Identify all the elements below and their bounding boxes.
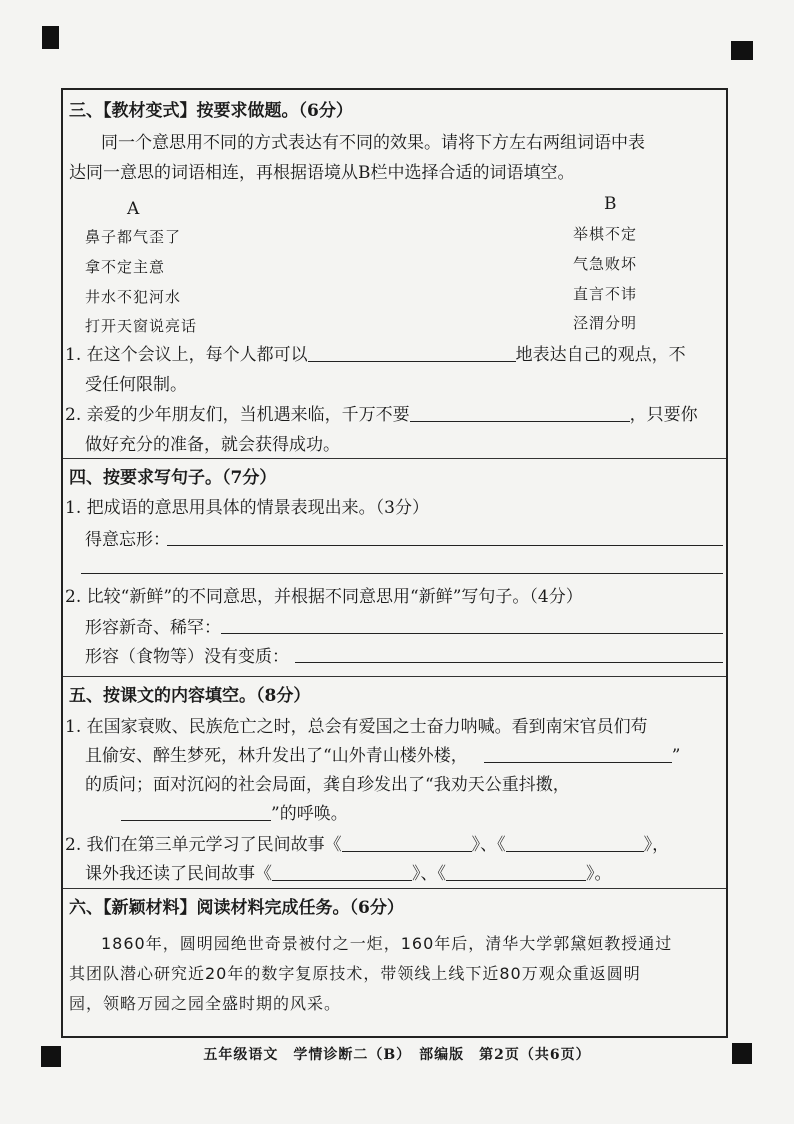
q2-end: 》。 — [586, 864, 612, 884]
q2-answer-blank[interactable] — [410, 405, 630, 422]
reading-material-line2: 其团队潜心研究近20年的数字复原技术，带领线上线下近80万观众重返圆明 — [69, 964, 641, 983]
s5-q1-line1: 1. 在国家衰败、民族危亡之时，总会有爱国之士奋力呐喊。看到南宋官员们苟 — [65, 717, 648, 737]
q2-extra-text: 课外我还读了民间故事《 — [85, 864, 272, 884]
section-3-question-2 — [65, 404, 698, 426]
page-footer: 五年级语文 学情诊断二（B） 部编版 第2页（共6页） — [203, 1047, 591, 1063]
poem-prompt: 且偷安、醉生梦死，林升发出了“山外青山楼外楼， — [85, 746, 468, 766]
section-3 — [63, 90, 726, 458]
section-5-title: 五、按课文的内容填空。（8分） — [69, 686, 311, 706]
section-4-question-1: 1. 把成语的意思用具体的情景表现出来。（3分） — [65, 498, 429, 518]
col-b-item[interactable]: 举棋不定 — [573, 225, 638, 243]
q1-answer-blank[interactable] — [308, 345, 516, 362]
q2-label-novel: 形容新奇、稀罕： — [85, 618, 221, 638]
col-a-item[interactable]: 拿不定主意 — [85, 258, 166, 276]
col-a-item[interactable]: 鼻子都气歪了 — [85, 228, 182, 246]
story-blank-4[interactable] — [446, 864, 586, 881]
col-a-item[interactable]: 打开天窗说亮话 — [85, 317, 198, 335]
answer-line[interactable] — [221, 633, 723, 634]
section-3-title: 三、【教材变式】按要求做题。（6分） — [69, 101, 353, 121]
col-b-item[interactable]: 气急败坏 — [573, 255, 638, 273]
q2-end: 》， — [643, 835, 670, 855]
col-b-item[interactable]: 泾渭分明 — [573, 314, 638, 332]
section-3-question-1 — [65, 344, 686, 366]
q1-label-deyiwangxing: 得意忘形： — [85, 530, 170, 550]
q1-continuation: 受任何限制。 — [85, 375, 187, 395]
section-6 — [63, 888, 726, 1038]
registration-mark-top-right — [731, 41, 753, 60]
q2-separator: 》、《 — [471, 835, 506, 855]
poem-blank-2[interactable] — [121, 804, 271, 821]
registration-mark-top-left — [42, 26, 59, 49]
story-blank-2[interactable] — [506, 835, 644, 852]
reading-material-line3: 园，领略万园之园全盛时期的风采。 — [69, 994, 342, 1013]
q1-text-after: 地表达自己的观点，不 — [515, 345, 686, 365]
answer-line[interactable] — [295, 662, 723, 663]
answer-line[interactable] — [81, 573, 723, 574]
q2-text-before: 2. 亲爱的少年朋友们，当机遇来临，千万不要 — [65, 405, 410, 425]
close-quote: ” — [671, 746, 681, 766]
q2-label-fresh-food: 形容（食物等）没有变质： — [85, 647, 289, 667]
s5-q1-line3: 的质问；面对沉闷的社会局面，龚自珍发出了“我劝天公重抖擞， — [85, 775, 570, 795]
q2-text: 2. 我们在第三单元学习了民间故事《 — [65, 835, 342, 855]
q2-separator: 》、《 — [412, 864, 446, 884]
call-text: ”的呼唤。 — [271, 804, 348, 824]
q2-continuation: 做好充分的准备，就会获得成功。 — [85, 435, 340, 455]
column-a-label: A — [127, 199, 140, 219]
section-4-question-2: 2. 比较“新鲜”的不同意思，并根据不同意思用“新鲜”写句子。（4分） — [65, 587, 583, 607]
q2-text-after: ，只要你 — [629, 405, 698, 425]
reading-material-line1: 1860年，圆明园绝世奇景被付之一炬，160年后，清华大学郭黛姮教授通过 — [101, 934, 673, 953]
column-b-label: B — [604, 194, 617, 214]
s5-q2-line1 — [65, 834, 669, 856]
section-4-title: 四、按要求写句子。（7分） — [69, 468, 277, 488]
s5-q2-line2 — [85, 863, 612, 885]
s5-q1-line4 — [85, 803, 348, 825]
col-a-item[interactable]: 井水不犯河水 — [85, 288, 182, 306]
poem-blank-1[interactable] — [484, 746, 672, 763]
section-6-title: 六、【新颖材料】阅读材料完成任务。（6分） — [69, 898, 404, 918]
section-4 — [63, 458, 726, 676]
section-5 — [63, 676, 726, 888]
q1-text-before: 1. 在这个会议上，每个人都可以 — [65, 345, 308, 365]
col-b-item[interactable]: 直言不讳 — [573, 285, 638, 303]
section-3-intro-line2: 达同一意思的词语相连，再根据语境从B栏中选择合适的词语填空。 — [69, 163, 575, 183]
story-blank-3[interactable] — [272, 864, 412, 881]
answer-line[interactable] — [167, 545, 723, 546]
story-blank-1[interactable] — [342, 835, 472, 852]
s5-q1-line2 — [85, 745, 680, 767]
section-3-intro-line1: 同一个意思用不同的方式表达有不同的效果。请将下方左右两组词语中表 — [101, 133, 645, 153]
exam-frame — [61, 88, 728, 1038]
